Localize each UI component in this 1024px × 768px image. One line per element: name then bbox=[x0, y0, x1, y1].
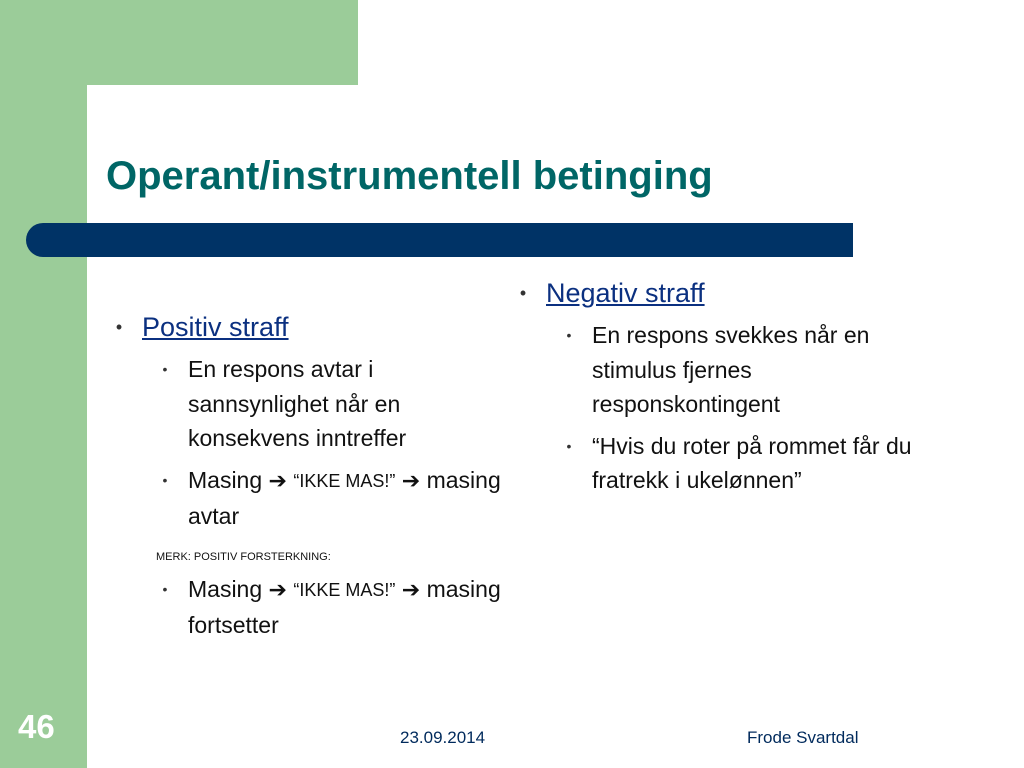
bullet-icon: • bbox=[566, 437, 572, 454]
positiv-straff-link[interactable]: Positiv straff bbox=[142, 312, 289, 342]
left-column bbox=[96, 308, 516, 650]
sub-bullet-text bbox=[188, 463, 516, 534]
sub-bullet bbox=[546, 318, 920, 422]
right-arrow-icon: ➔ bbox=[401, 576, 421, 602]
bullet-negativ-straff bbox=[500, 274, 920, 312]
note-text: MERK: POSITIV FORSTERKNING: bbox=[156, 550, 331, 563]
title-underline-bar bbox=[26, 223, 853, 257]
page-number: 46 bbox=[18, 708, 55, 745]
sub-bullet-text: “Hvis du roter på rommet får du fratrekk i ukelønnen” bbox=[592, 432, 912, 493]
sub-bullet bbox=[142, 572, 516, 643]
bullet-icon: • bbox=[162, 471, 168, 488]
quote-text: “IKKE MAS!” bbox=[293, 470, 396, 491]
result-text: masing avtar bbox=[188, 466, 501, 529]
bullet-positiv-straff bbox=[96, 308, 516, 346]
green-top-band bbox=[0, 0, 358, 85]
masing-text: Masing bbox=[188, 575, 269, 602]
sub-bullet-text bbox=[188, 572, 516, 643]
right-arrow-icon: ➔ bbox=[401, 467, 421, 493]
green-side-band bbox=[0, 0, 87, 768]
sub-bullet-text: En respons svekkes når en stimulus fjernes responskontingent bbox=[592, 322, 870, 417]
masing-text: Masing bbox=[188, 466, 269, 493]
negativ-straff-link[interactable]: Negativ straff bbox=[546, 278, 705, 308]
bullet-icon: • bbox=[162, 580, 168, 597]
right-column bbox=[500, 274, 920, 505]
right-arrow-icon: ➔ bbox=[268, 576, 287, 602]
sub-bullet bbox=[142, 352, 516, 456]
result-text: masing fortsetter bbox=[188, 575, 501, 638]
slide-title: Operant/instrumentell betinging bbox=[106, 154, 713, 198]
quote-text: “IKKE MAS!” bbox=[293, 579, 396, 600]
bullet-icon: • bbox=[115, 317, 123, 337]
bullet-icon: • bbox=[519, 283, 527, 303]
right-arrow-icon: ➔ bbox=[268, 467, 287, 493]
sub-bullet bbox=[546, 429, 920, 498]
bullet-icon: • bbox=[162, 361, 168, 377]
footer-date: 23.09.2014 bbox=[400, 728, 486, 747]
footer-author: Frode Svartdal bbox=[747, 728, 859, 747]
bullet-icon: • bbox=[566, 327, 572, 343]
sub-bullet bbox=[142, 463, 516, 534]
sub-bullet-text: En respons avtar i sannsynlighet når en konsekvens inntreffer bbox=[188, 356, 407, 451]
